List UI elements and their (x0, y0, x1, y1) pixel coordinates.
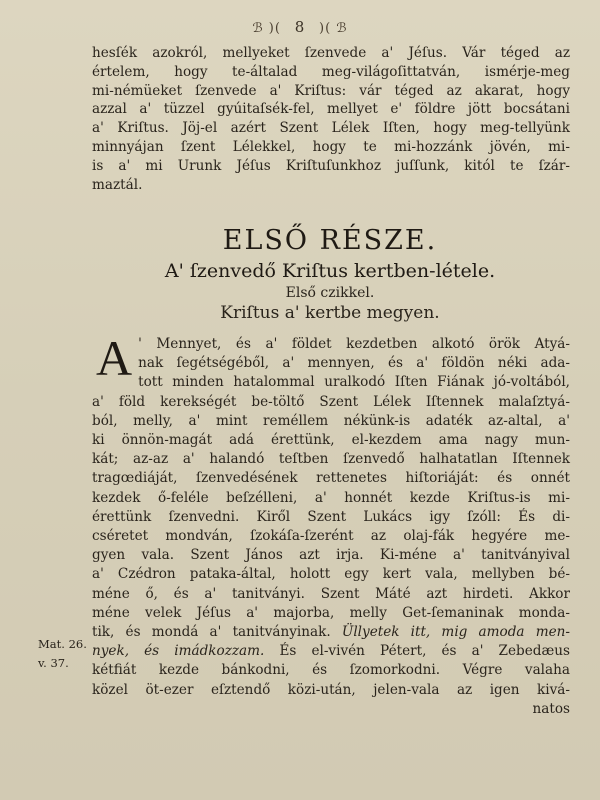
text-line: a' föld kerekségét be-töltő Szent Lélek Iſtennek malaſztyá- (92, 393, 570, 410)
text-line: ból, melly, a' mint reméllem nékünk-is adaték az-altal, a' (92, 412, 570, 429)
text-line: kát; az-az a' halandó teſtben ſzenvedő halhatatlan Iſtennek (92, 451, 570, 468)
body-paragraph (92, 330, 570, 719)
line-prefix: tik, és mondá a' tanitványinak. (92, 624, 342, 641)
text-line: cséretet mondván, ſzokáſa-ſzerént az olaj-fák hegyére me- (92, 528, 570, 545)
text-line: értelem, hogy te-általad meg-világoſittatván, ismérje-meg (92, 63, 570, 80)
page-header (0, 18, 600, 36)
italic-quote: nyek, és imádkozzam. (92, 643, 265, 660)
text-line: mi-némüeket ſzenvede a' Kriſtus: vár téged az akarat, hogy (92, 82, 570, 99)
header-ornament-right: )( ℬ (319, 21, 348, 36)
margin-note-verse: v. 37. (38, 656, 69, 670)
text-line: tragœdiáját, ſzenvedésének rettenetes hiſtoriáját: és onnét (92, 470, 570, 487)
text-line: méne velek Jéſus a' majorba, melly Get-ſemaninak monda- (92, 604, 570, 621)
margin-note-reference: Mat. 26. (38, 637, 87, 651)
chapter-label: Első czikkel. (285, 285, 375, 301)
text-line: közel öt-ezer eſztendő közi-után, jelen-vala az igen kivá- (92, 681, 570, 698)
text-line: hesſék azokról, mellyeket ſzenvede a' Jéſus. Vár téged az (92, 45, 570, 61)
text-line: is a' mi Urunk Jéſus Kriſtuſunkhoz juſſunk, kitól te ſzár- (92, 157, 570, 174)
text-line: maztál. (92, 176, 143, 193)
text-line: kezdek ő-feléle beſzélleni, a' honnét kezde Kriſtus-is mi- (92, 489, 570, 506)
text-line-quote-end (92, 642, 570, 661)
header-ornament-left: ℬ )( (252, 21, 281, 36)
text-line: a' Czédron pataka-által, holott egy kert vala, mellyben bé- (92, 566, 570, 583)
text-line: azzal a' tüzzel gyúitaſsék-fel, mellyet e' földre jött bocsátani (92, 101, 570, 118)
text-line: gyen vala. Szent János azt irja. Ki-méne a' tanitványival (92, 547, 570, 564)
text-line: minnyájan ſzent Lélekkel, hogy te mi-hozzánk jövén, mi- (92, 138, 570, 155)
text-line: ' Mennyet, és a' földet kezdetben alkotó örök Atyá- (138, 336, 570, 352)
text-line: a' Kriſtus. Jöj-el azért Szent Lélek Iſten, hogy meg-tellyünk (92, 120, 570, 137)
part-title: ELSŐ RÉSZE. (222, 225, 438, 256)
text-line: kétfiát kezde bánkodni, és ſzomorkodni. Végre valaha (92, 662, 570, 679)
italic-quote: Üllyetek itt, mig amoda men- (341, 624, 570, 641)
catchword: natos (532, 700, 570, 717)
page-number: 8 (294, 18, 306, 36)
chapter-title: Kriſtus a' kertbe megyen. (220, 303, 440, 323)
text-line: méne ő, és a' tanitványi. Szent Máté azt hirdeti. Akkor (92, 585, 570, 602)
text-line: ki önnön-magát adá érettünk, el-kezdem ama nagy mun- (92, 432, 570, 449)
text-line: érettünk ſzenvedni. Kiről Szent Lukács igy ſzóll: És di- (92, 508, 570, 525)
text-line: tott minden hatalommal uralkodó Iſten Fiának jó-voltából, (138, 374, 570, 391)
line-suffix: És el-vivén Pétert, és a' Zebedæus (264, 643, 570, 660)
section-titles (80, 224, 580, 324)
text-line-quote-start (92, 623, 570, 642)
part-subtitle: A' ſzenvedő Kriſtus kertben-létele. (164, 260, 496, 282)
drop-cap: A (96, 330, 133, 386)
intro-paragraph (92, 44, 570, 194)
text-line: nak ſegétségéből, a' mennyen, és a' földön néki ada- (138, 355, 570, 372)
